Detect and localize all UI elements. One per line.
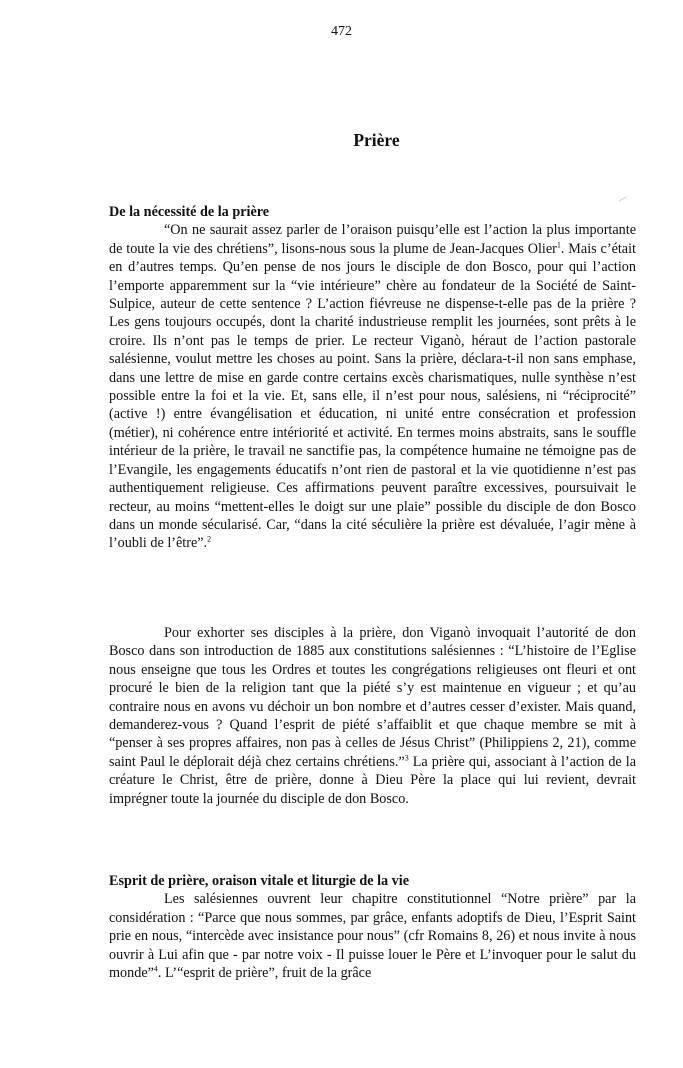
section-heading-necessity: De la nécessité de la prière (109, 204, 270, 220)
footnote-marker-3: 3 (404, 753, 409, 763)
page-number: 472 (331, 24, 352, 39)
paragraph-text: Les salésiennes ouvrent leur chapitre constitutionnel “Notre prière” par la considération : “Parce que nous sommes, par grâce, enfants adoptifs de Dieu, l’Esprit Saint prie en nous, “intercède avec insistance pour nous” (cfr Romains 8, 26) et nous invite à nous ouvrir à Lui afin que - par notre voix - Il puisse louer le Père et L’invoquer pour le salut du monde” (109, 891, 636, 982)
footnote-marker-2: 2 (207, 534, 212, 544)
footnote-marker-4: 4 (153, 964, 158, 974)
section-necessity (109, 203, 636, 553)
paragraph-salesiennes (109, 890, 636, 982)
footnote-marker-1: 1 (556, 240, 561, 250)
section-exhortation (109, 624, 636, 808)
section-spirit-of-prayer (109, 872, 636, 982)
chapter-title: Prière (353, 130, 400, 150)
paragraph-text: La prière qui, associant à l’action de la créature le Christ, être de prière, donne à Dieu Père la place qui lui revient, devrait imprégner toute la journée du disciple de don Bosco. (109, 753, 636, 807)
paragraph-text: “On ne saurait assez parler de l’oraison puisqu’elle est l’action la plus importante de toute la vie des chrétiens”, lisons-nous sous la plume de Jean-Jacques Olier (109, 222, 636, 257)
paragraph-vigano (109, 624, 636, 808)
paragraph-olier (109, 221, 636, 552)
section-heading-spirit: Esprit de prière, oraison vitale et liturgie de la vie (109, 873, 409, 889)
paragraph-text: . Mais c’était en d’autres temps. Qu’en pense de nos jours le disciple de don Bosco, pour qui l’action l’emporte apparemment sur la “vie intérieure” chère au fondateur de la Société de Saint-Sulpice, auteur de cette sentence ? L’action fiévreuse ne dispense-t-elle pas de la prière ? Les gens toujours occupés, dont la charité industrieuse remplit les journées, sont prêts à le croire. Ils n’ont pas le temps de prier. Le recteur Viganò, héraut de l’action pastorale salésienne, voulut mettre les choses au point. Sans la prière, déclara-t-il non sans emphase, dans une lettre de mise en garde contre certains excès charismatiques, nulle synthèse n’est possible entre la foi et la vie. Et, sans elle, il n’est pour nous, salésiens, ni “réciprocité” (active !) entre évangélisation et éducation, ni unité entre consécration et profession (métier), ni cohérence entre intériorité et activité. En termes moins abstraits, sans le souffle intérieur de la prière, le travail ne sanctifie pas, la compétence humaine ne témoigne pas de l’Evangile, les engagements éducatifs n’ont rien de pastoral et la vie quotidienne n’est pas authentiquement religieuse. Ces affirmations peuvent paraître excessives, poursuivait le recteur, au moins “mettent-elles le doigt sur une plaie” possible du disciple de don Bosco dans un monde sécularisé. Car, “dans la cité séculière la prière est dévaluée, l’agir mène à l’oubli de l’être”. (109, 240, 636, 552)
paragraph-text: Pour exhorter ses disciples à la prière, don Viganò invoquait l’autorité de don Bosco dans son introduction de 1885 aux constitutions salésiennes : “L’histoire de l’Eglise nous enseigne que tous les Ordres et toutes les congrégations religieuses ont fleuri et ont procuré le bien de la religion tant que la piété s’y est maintenue en vigueur ; et qu’au contraire nous en avons vu déchoir un bon nombre et d’autres cesser d’exister. Mais quand, demanderez-vous ? Quand l’esprit de piété s’affaiblit et que chaque membre se mit à “penser à ses propres affaires, non pas à celles de Jésus Christ” (Philippiens 2, 21), comme saint Paul le déplorait déjà chez certains chrétiens.” (109, 625, 636, 770)
paragraph-text: . L’“esprit de prière”, fruit de la grâce (157, 965, 372, 982)
